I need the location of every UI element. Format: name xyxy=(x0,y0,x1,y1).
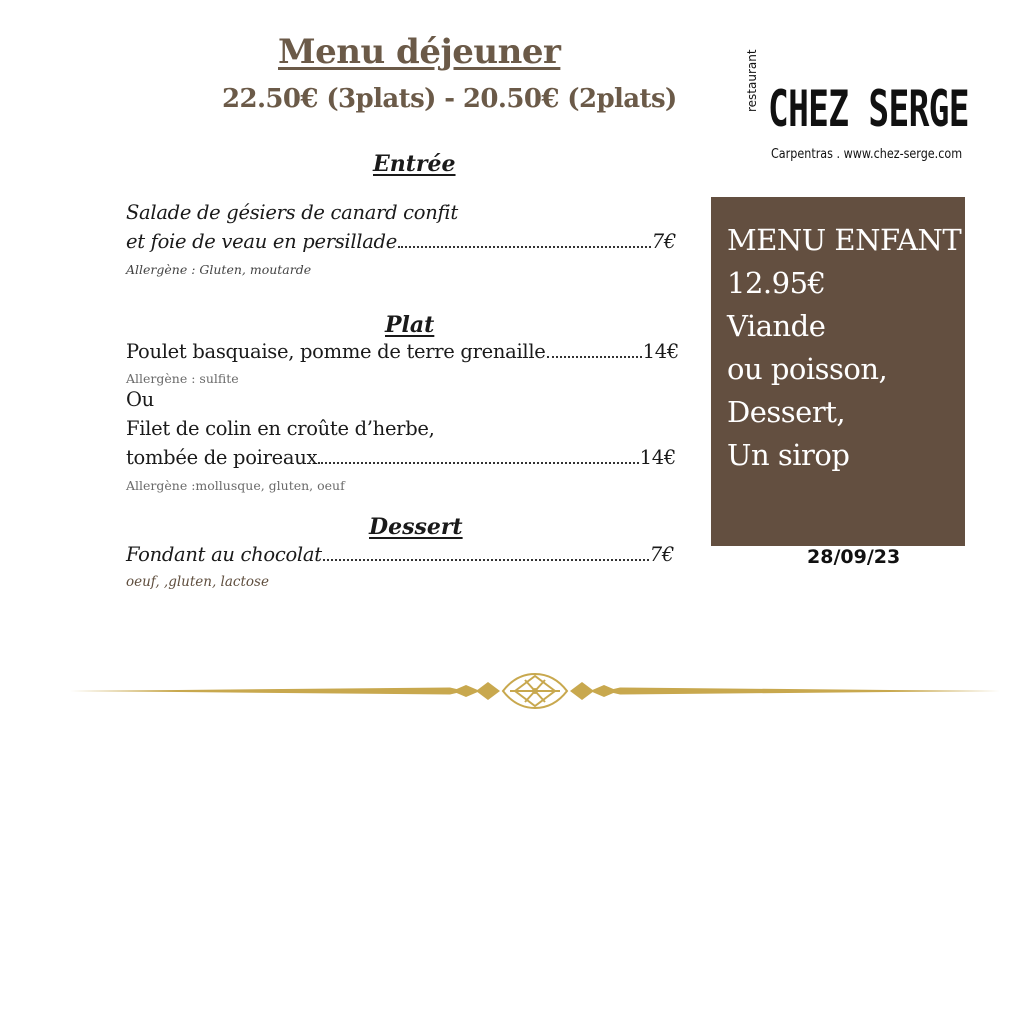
section-title-entree: Entrée xyxy=(373,151,456,177)
kids-menu-item: Un sirop xyxy=(727,438,850,472)
ornamental-divider-icon xyxy=(70,668,1000,714)
kids-menu-title: MENU ENFANT xyxy=(727,223,962,257)
plat-dish2-name: tombée de poireaux xyxy=(126,446,318,469)
entree-dish-line2 xyxy=(126,230,676,253)
plat-dish2-line2 xyxy=(126,446,676,469)
dessert-allergens: oeuf, ,gluten, lactose xyxy=(126,574,269,590)
entree-dish-line1: Salade de gésiers de canard confit xyxy=(126,201,458,224)
dotted-leader xyxy=(547,356,642,358)
plat-dish1-allergens: Allergène : sulfite xyxy=(126,371,239,386)
dotted-leader xyxy=(318,462,639,464)
plat-dish1-price: 14€ xyxy=(642,340,679,363)
plat-dish2-line1: Filet de colin en croûte d’herbe, xyxy=(126,417,435,440)
section-title-dessert: Dessert xyxy=(369,514,463,540)
dessert-dish xyxy=(126,543,674,566)
kids-menu-price: 12.95€ xyxy=(727,266,826,300)
dotted-leader xyxy=(398,246,651,248)
entree-price: 7€ xyxy=(651,230,676,253)
plat-dish1-name: Poulet basquaise, pomme de terre grenaille xyxy=(126,340,546,363)
entree-dish-name: et foie de veau en persillade xyxy=(126,230,397,253)
kids-menu-item: Viande xyxy=(727,309,826,343)
dessert-price: 7€ xyxy=(649,543,674,566)
entree-allergens: Allergène : Gluten, moutarde xyxy=(126,262,312,277)
menu-prices: 22.50€ (3plats) - 20.50€ (2plats) xyxy=(222,84,677,114)
logo-restaurant-label: restaurant xyxy=(745,49,759,112)
plat-or: Ou xyxy=(126,388,154,411)
menu-title: Menu déjeuner xyxy=(278,32,561,72)
kids-menu-item: Dessert, xyxy=(727,395,846,429)
logo-subtitle: Carpentras . www.chez-serge.com xyxy=(771,147,963,162)
kids-menu-item: ou poisson, xyxy=(727,352,888,386)
kids-menu-box xyxy=(711,197,965,546)
logo-name: CHEZ SERGE xyxy=(768,80,969,138)
plat-dish1 xyxy=(126,340,679,363)
dessert-dish-name: Fondant au chocolat xyxy=(126,543,322,566)
plat-dish2-price: 14€ xyxy=(639,446,676,469)
plat-dish2-allergens: Allergène :mollusque, gluten, oeuf xyxy=(126,478,345,493)
section-title-plat: Plat xyxy=(385,312,435,338)
menu-date: 28/09/23 xyxy=(807,546,901,568)
dotted-leader xyxy=(323,559,649,561)
